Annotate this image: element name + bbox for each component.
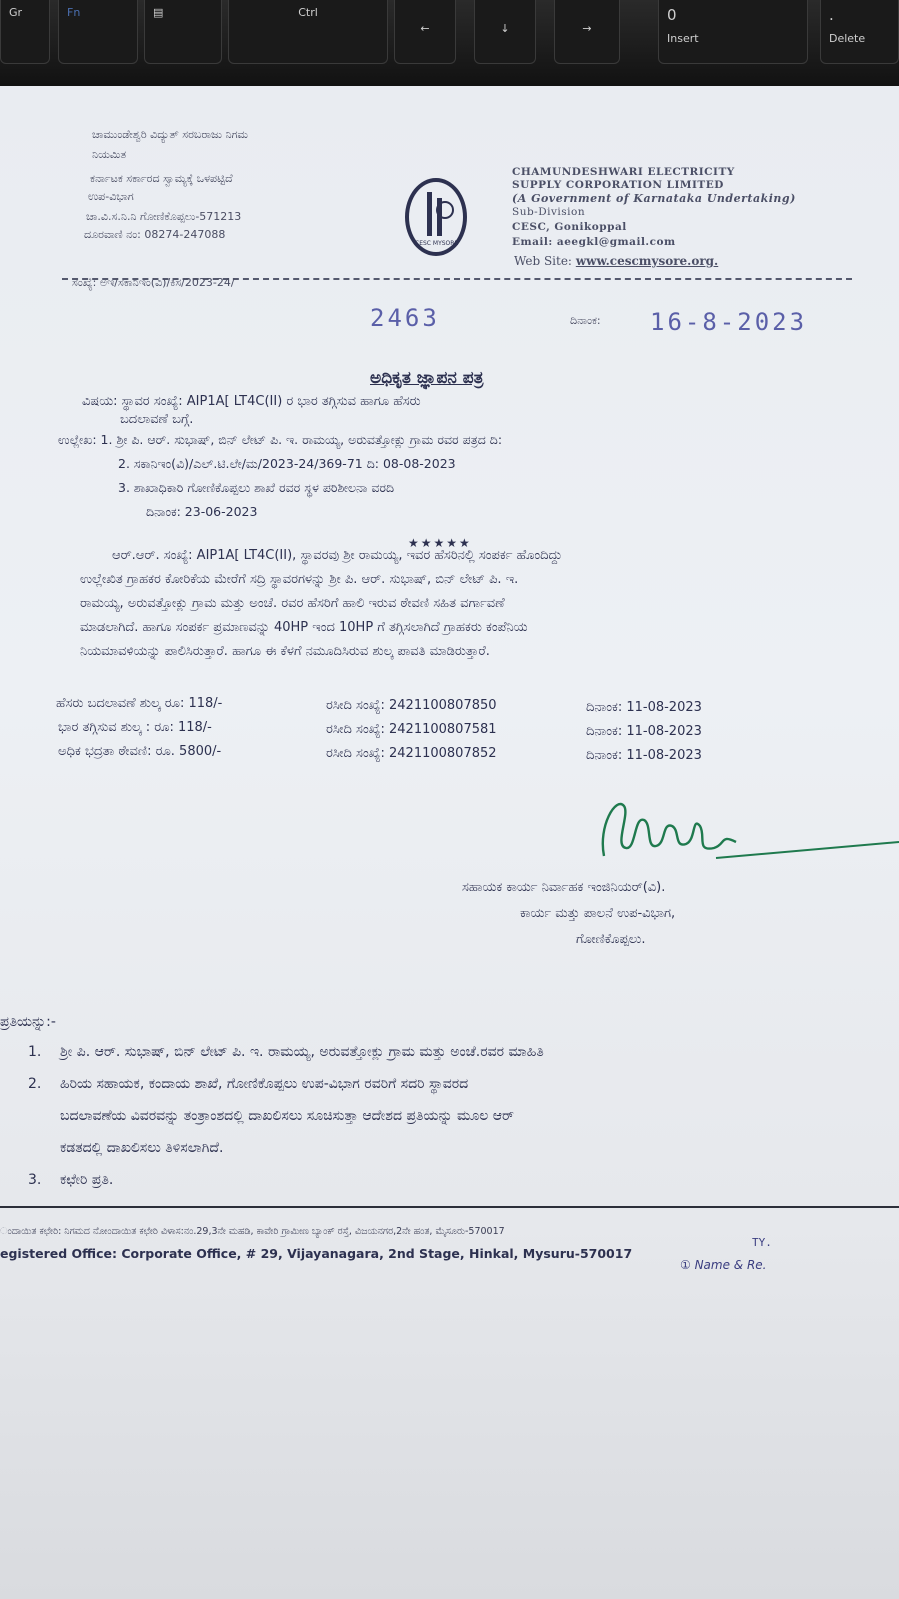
fee-receipt: ರಸೀದಿ ಸಂಖ್ಯೆ: 2421100807581 (326, 722, 497, 737)
menu-icon: ▤ (153, 6, 164, 19)
reference-handwritten-date: 16-8-2023 (650, 308, 808, 336)
letterhead-line: CHAMUNDESHWARI ELECTRICITY (512, 166, 735, 178)
letterhead-line: ಉಪ-ವಿಭಾಗ (88, 190, 134, 203)
website-link: www.cescmysore.org. (575, 254, 719, 268)
reference-item: ಉಲ್ಲೇಖ: 1. ಶ್ರೀ ಪಿ. ಆರ್. ಸುಭಾಷ್, ಬಿನ್ ಲೇಟ್ ಪಿ. ಇ. ರಾಮಯ್ಯ, ಅರುವತ್ತೋಕ್ಲು ಗ್ರಾಮ ರವರ ಪತ್ರದ ದಿ: (58, 432, 503, 447)
arrow-left-icon: ← (420, 22, 430, 35)
copies-heading: ಪ್ರತಿಯನ್ನು:- (0, 1014, 56, 1030)
key-gr (0, 0, 50, 64)
copy-text: ಶ್ರೀ ಪಿ. ಆರ್. ಸುಭಾಷ್, ಬಿನ್ ಲೇಟ್ ಪಿ. ಇ. ರಾಮಯ್ಯ, ಅರುವತ್ತೋಕ್ಲು ಗ್ರಾಮ ಮತ್ತು ಅಂಚೆ.ರವರ ಮಾಹಿತಿ (60, 1044, 544, 1060)
paragraph-line: ರಾಮಯ್ಯ, ಅರುವತ್ತೋಕ್ಲು ಗ್ರಾಮ ಮತ್ತು ಅಂಚೆ. ರವರ ಹೆಸರಿಗೆ ಹಾಲಿ ಇರುವ ಠೇವಣಿ ಸಹಿತ ವರ್ಗಾವಣೆ (80, 596, 505, 611)
reference-item: ದಿನಾಂಕ: 23-06-2023 (146, 504, 258, 519)
signatory-line: ಸಹಾಯಕ ಕಾರ್ಯ ನಿರ್ವಾಹಕ ಇಂಜಿನಿಯರ್(ವಿ). (462, 880, 666, 895)
fee-label: ಹೆಸರು ಬದಲಾವಣೆ ಶುಲ್ಕ ರೂ: 118/- (56, 696, 223, 711)
subject-line: ಬದಲಾವಣೆ ಬಗ್ಗೆ. (120, 412, 194, 427)
page-title: ಅಧಿಕೃತ ಜ್ಞಾಪನ ಪತ್ರ (370, 368, 484, 388)
signatory-line: ಗೋಣಿಕೊಪ್ಪಲು. (576, 932, 646, 947)
fee-date: ದಿನಾಂಕ: 11-08-2023 (586, 700, 702, 715)
signatory-line: ಕಾರ್ಯ ಮತ್ತು ಪಾಲನೆ ಉಪ-ವಿಭಾಗ, (520, 906, 676, 921)
reference-number (72, 276, 235, 290)
fee-date: ದಿನಾಂಕ: 11-08-2023 (586, 748, 702, 763)
copy-number: 2. (28, 1076, 42, 1092)
key-label: Fn (67, 6, 81, 19)
key-menu (144, 0, 222, 64)
key-sublabel: Delete (829, 32, 866, 45)
arrow-down-icon: ↓ (500, 22, 510, 35)
key-label: Gr (9, 6, 23, 19)
letterhead-line: ಕರ್ನಾಟಕ ಸರ್ಕಾರದ ಸ್ವಾಮ್ಯಕ್ಕೆ ಒಳಪಟ್ಟಿದೆ (90, 172, 233, 185)
website-line (514, 254, 718, 268)
website-label: Web Site: (514, 254, 572, 268)
fee-label: ಅಧಿಕ ಭದ್ರತಾ ಠೇವಣಿ: ರೂ. 5800/- (58, 744, 222, 759)
cesc-logo (405, 178, 467, 256)
fee-label: ಭಾರ ತಗ್ಗಿಸುವ ಶುಲ್ಕ : ರೂ: 118/- (58, 720, 212, 735)
key-insert (658, 0, 808, 64)
key-fn (58, 0, 138, 64)
key-label: 0 (667, 6, 677, 24)
letterhead-line: Sub-Division (512, 206, 586, 218)
signature-mark (596, 786, 899, 876)
key-delete (820, 0, 899, 64)
letterhead-line: SUPPLY CORPORATION LIMITED (512, 179, 724, 191)
reference-prefix: ಸಂಖ್ಯೆ: ಅಇ/ಸಕಾನಿಇಂ(ವಿ)/ಕಿಸ/2023-24/ (72, 276, 235, 289)
subject-line: ವಿಷಯ: ಸ್ಥಾವರ ಸಂಖ್ಯೆ: AIP1A[ LT4C(II) ರ ಭಾರ ತಗ್ಗಿಸುವ ಹಾಗೂ ಹೆಸರು (82, 394, 421, 409)
key-right (554, 0, 620, 64)
letterhead-line: (A Government of Karnataka Undertaking) (512, 192, 796, 205)
footer-rule (0, 1206, 899, 1208)
paragraph-line: ನಿಯಮಾವಳಿಯನ್ನು ಪಾಲಿಸಿರುತ್ತಾರೆ. ಹಾಗೂ ಈ ಕೆಳಗೆ ನಮೂದಿಸಿರುವ ಶುಲ್ಕ ಪಾವತಿ ಮಾಡಿರುತ್ತಾರೆ. (80, 644, 490, 659)
reference-item: 3. ಶಾಖಾಧಿಕಾರಿ ಗೋಣಿಕೊಪ್ಪಲು ಶಾಖೆ ರವರ ಸ್ಥಳ ಪರಿಶೀಲನಾ ವರದಿ (118, 480, 395, 495)
copy-number: 1. (28, 1044, 42, 1060)
handwritten-note: ① Name & Re. (680, 1258, 767, 1272)
footer-english: egistered Office: Corporate Office, # 29, Vijayanagara, 2nd Stage, Hinkal, Mysuru-570017 (0, 1246, 633, 1261)
letterhead-line: ಚಾಮುಂಡೇಶ್ವರಿ ವಿದ್ಯುತ್ ಸರಬರಾಜು ನಿಗಮ (92, 128, 248, 141)
key-sublabel: Insert (667, 32, 699, 45)
reference-handwritten-number: 2463 (370, 304, 440, 332)
key-label: . (829, 6, 834, 24)
copy-number: 3. (28, 1172, 42, 1188)
fee-date: ದಿನಾಂಕ: 11-08-2023 (586, 724, 702, 739)
letterhead-line: ದೂರವಾಣಿ ನಂ: 08274-247088 (84, 228, 226, 241)
copy-text: ಕಡತದಲ್ಲಿ ದಾಖಲಿಸಲು ತಿಳಿಸಲಾಗಿದೆ. (60, 1140, 224, 1156)
key-left (394, 0, 456, 64)
paragraph-line: ಉಲ್ಲೇಖಿತ ಗ್ರಾಹಕರ ಕೋರಿಕೆಯ ಮೇರೆಗೆ ಸದ್ರಿ ಸ್ಥಾವರಗಳನ್ನು ಶ್ರೀ ಪಿ. ಆರ್. ಸುಭಾಷ್, ಬಿನ್ ಲೇಟ್ ಪಿ. ಇ. (80, 572, 519, 587)
footer-kannada: ಂದಾಯಿತ ಕಛೇರಿ: ನಿಗಮದ ನೋಂದಾಯಿತ ಕಛೇರಿ ವಿಳಾಸ:ನಂ.29,3ನೇ ಮಹಡಿ, ಕಾವೇರಿ ಗ್ರಾಮೀಣ ಬ್ಯಾಂಕ್ ರಸ್ತೆ, ವಿಜಯನಗರ,2ನೇ ಹಂತ, ಮೈಸೂರು-570017 (0, 1226, 505, 1237)
letterhead-line: CESC, Gonikoppal (512, 221, 627, 233)
separator-stars: ★★★★★ (408, 536, 472, 550)
letterhead-line: ನಿಯಮಿತ (92, 148, 127, 161)
copy-text: ಹಿರಿಯ ಸಹಾಯಕ, ಕಂದಾಯ ಶಾಖೆ, ಗೋಣಿಕೊಪ್ಪಲು ಉಪ-ವಿಭಾಗ ರವರಿಗೆ ಸದರಿ ಸ್ಥಾವರದ (60, 1076, 469, 1092)
document-page (0, 86, 899, 1599)
key-label: Ctrl (298, 6, 318, 19)
letterhead-line: Email: aeegkl@gmail.com (512, 236, 676, 248)
key-down (474, 0, 536, 64)
keyboard-strip (0, 0, 899, 100)
paragraph-line: ಮಾಡಲಾಗಿದೆ. ಹಾಗೂ ಸಂಪರ್ಕ ಪ್ರಮಾಣವನ್ನು 40HP ಇಂದ 10HP ಗೆ ತಗ್ಗಿಸಲಾಗಿದೆ ಗ್ರಾಹಕರು ಕಂಪೆನಿಯ (80, 620, 528, 635)
reference-date-label: ದಿನಾಂಕ: (570, 314, 601, 327)
logo-text: CESC MYSORE (415, 240, 459, 247)
copy-text: ಬದಲಾವಣೆಯ ವಿವರವನ್ನು ತಂತ್ರಾಂಶದಲ್ಲಿ ದಾಖಲಿಸಲು ಸೂಚಿಸುತ್ತಾ ಆದೇಶದ ಪ್ರತಿಯನ್ನು ಮೂಲ ಆರ್ (60, 1108, 514, 1124)
handwritten-mark: TY. (752, 1236, 772, 1249)
reference-item: 2. ಸಕಾನಿಇಂ(ವಿ)/ಎಲ್.ಟಿ.ಲೇ/ಮ/2023-24/369-71 ದಿ: 08-08-2023 (118, 456, 456, 471)
arrow-right-icon: → (582, 22, 592, 35)
key-ctrl (228, 0, 388, 64)
paragraph-line: ಆರ್.ಆರ್. ಸಂಖ್ಯೆ: AIP1A[ LT4C(II), ಸ್ಥಾವರವು ಶ್ರೀ ರಾಮಯ್ಯ, ಇವರ ಹೆಸರಿನಲ್ಲಿ ಸಂಪರ್ಕ ಹೊಂದಿದ್ದು (112, 548, 563, 563)
fee-receipt: ರಸೀದಿ ಸಂಖ್ಯೆ: 2421100807852 (326, 746, 497, 761)
copy-text: ಕಛೇರಿ ಪ್ರತಿ. (60, 1172, 114, 1188)
fee-receipt: ರಸೀದಿ ಸಂಖ್ಯೆ: 2421100807850 (326, 698, 497, 713)
letterhead-line: ಚಾ.ವಿ.ಸ.ನಿ.ನಿ ಗೋಣಿಕೊಪ್ಪಲು-571213 (86, 210, 242, 223)
